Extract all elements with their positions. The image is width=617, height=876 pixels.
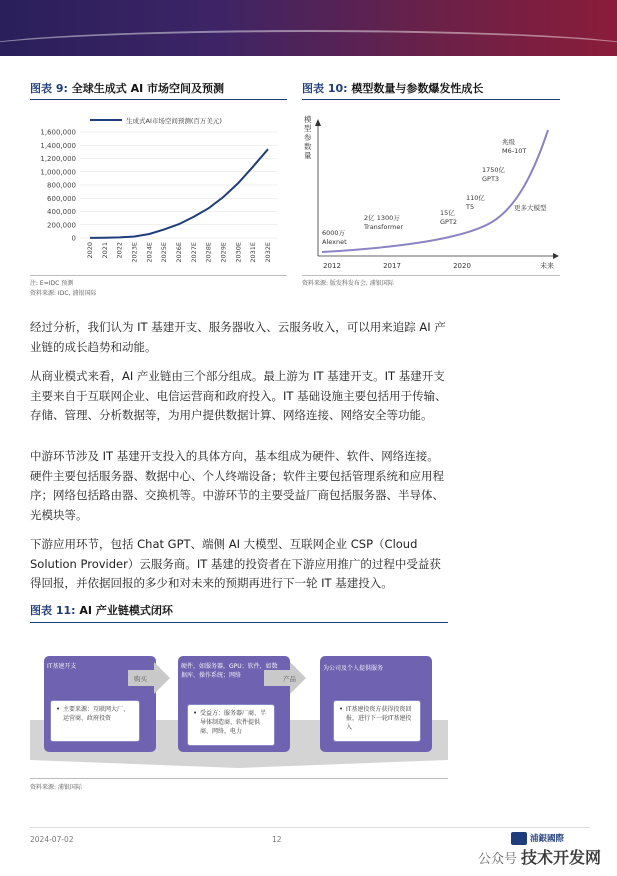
y-axis-label-char: 数: [304, 142, 312, 151]
y-axis-label-char: 参: [304, 133, 312, 142]
fig11-top-rule: [30, 622, 448, 623]
annotation-line2: Transformer: [364, 223, 404, 231]
fig10-title: [302, 80, 483, 96]
y-tick-label: 800,000: [47, 181, 76, 190]
watermark-prefix: 公众号: [477, 852, 517, 867]
y-tick-label: 1,200,000: [40, 155, 76, 163]
fig9-note: 注: E=IDC 预测: [30, 280, 74, 287]
x-axis-arrow: [553, 253, 559, 259]
x-tick-label: 2029E: [219, 242, 228, 263]
annotation-line2: GPT3: [482, 175, 500, 183]
box1-title: IT基建开支: [47, 663, 77, 670]
fig10-label: 图表 10:: [302, 82, 348, 95]
annotation-line1: 110亿: [466, 194, 485, 202]
paragraph-3: 中游环节涉及 IT 基建开支投入的具体方向，基本组成为硬件、软件、网络连接。硬件主要包括服务器、数据中心、个人终端设备；软件主要包括管理系统和应用程序；网络包括路由器、交换机等。中游环节的主要受益厂商包括服务器、半导体、光模块等。: [30, 449, 444, 522]
x-tick-label: 2023E: [130, 242, 139, 263]
x-tick-label: 2028E: [204, 242, 213, 263]
fig9-chart: [30, 102, 287, 274]
y-tick-label: 400,000: [47, 208, 76, 216]
paragraph-1: 经过分析，我们认为 IT 基建开支、服务器收入、云服务收入，可以用来追踪 AI 产业链的成长趋势和动能。: [30, 320, 446, 354]
legend-label: 生成式AI市场空间预测(百万美元): [126, 117, 222, 125]
fig11-bottom-rule: [30, 778, 448, 779]
x-tick-label: 2025E: [160, 242, 169, 263]
fig9-label: 图表 9:: [30, 82, 68, 95]
annotation-line2: M6-10T: [502, 147, 527, 155]
x-tick-label: 2027E: [189, 242, 198, 263]
fig10-source: 资料来源: 版发科发布会, 浦银国际: [302, 280, 394, 287]
y-axis-label-char: 量: [304, 151, 312, 160]
box1-item: • 主要来源：互联网大厂、运营商、政府投资: [50, 700, 140, 742]
annotation-line1: 兆级: [502, 138, 515, 146]
x-tick-label: 2022: [115, 242, 124, 259]
fig11-title-text: AI 产业链模式闭环: [79, 604, 173, 617]
y-tick-label: 0: [71, 234, 76, 243]
fig9-source: 资料来源: IDC, 浦银国际: [30, 290, 97, 297]
fig9-bottom-rule: [30, 275, 287, 276]
y-axis-label-char: 型: [304, 124, 312, 133]
logo-text: 浦銀國際: [530, 834, 565, 844]
fig9-title: [30, 80, 224, 96]
watermark: [478, 845, 601, 868]
arrow2-label: 产品: [283, 675, 296, 683]
x-tick-label: 2031E: [249, 242, 258, 263]
y-tick-label: 600,000: [47, 194, 76, 203]
header-banner: [0, 0, 617, 56]
annotation-line2: GPT2: [440, 218, 458, 226]
x-tick-label: 2032E: [264, 242, 272, 263]
box3-title: 为公司及个人提供服务: [323, 665, 384, 672]
x-tick-label: 未来: [540, 262, 554, 270]
annotation-line1: 2亿 1300万: [364, 214, 400, 222]
x-tick-label: 2020: [86, 242, 94, 259]
box2-title: 硬件，如服务器，GPU；软件，如数据库、操作系统；网络: [181, 663, 278, 679]
y-axis-arrow: [315, 119, 321, 126]
annotation-line2: Alexnet: [322, 238, 347, 246]
paragraph-4: 下游应用环节，包括 Chat GPT、端侧 AI 大模型、互联网企业 CSP（Cloud Solution Provider）云服务商。IT 基建的投资者在下游应用推广的过程中受益获得回报，并依据回报的多少和对未来的预期再进行下一轮 IT 基建投入。: [30, 537, 441, 590]
x-tick-label: 2021: [100, 242, 109, 259]
x-tick-label: 2020: [453, 262, 471, 270]
y-tick-label: 1,000,000: [40, 168, 76, 177]
y-tick-label: 1,400,000: [40, 141, 76, 150]
x-tick-label: 2017: [383, 262, 401, 270]
page-number: 12: [272, 835, 282, 844]
y-tick-label: 1,600,000: [40, 128, 76, 137]
fig11-source: 资料来源: 浦银国际: [30, 784, 82, 791]
fig10-top-rule: [302, 99, 560, 100]
annotation-line1: 更多大模型: [514, 204, 547, 212]
watermark-text: 技术开发网: [520, 848, 601, 867]
x-tick-label: 2026E: [175, 242, 183, 263]
fig10-chart: [302, 102, 560, 274]
fig11-label: 图表 11:: [30, 604, 76, 617]
footer-rule: [30, 827, 590, 828]
arrow1-label: 购买: [134, 675, 147, 683]
fig9-title-text: 全球生成式 AI 市场空间及预测: [71, 82, 224, 95]
annotation-line2: T5: [466, 203, 475, 211]
footer-date: 2024-07-02: [30, 835, 74, 844]
annotation-line1: 6000万: [322, 229, 346, 237]
fig10-bottom-rule: [302, 275, 560, 276]
y-tick-label: 200,000: [47, 221, 76, 230]
annotation-line1: 1750亿: [482, 166, 506, 174]
paragraph-2: 从商业模式来看，AI 产业链由三个部分组成。最上游为 IT 基建开支。IT 基建开支主要来自于互联网企业、电信运营商和政府投入。IT 基础设施主要包括用于传输、存储、管理、分析数据等，为用户提供数据计算、网络连接、网络安全等功能。: [30, 369, 447, 422]
fig10-title-text: 模型数量与参数爆发性成长: [351, 82, 484, 95]
x-tick-label: 2012: [323, 262, 341, 270]
y-axis-label-char: 模: [304, 115, 312, 124]
fig9-top-rule: [30, 99, 287, 100]
logo-icon: [511, 832, 527, 845]
fig11-title: [30, 602, 173, 618]
x-tick-label: 2030E: [234, 242, 243, 263]
box2-item: • 受益方：服务器厂商、半导体制造商、软件提供商、网络，电力: [187, 704, 275, 746]
box3-item: • IT基建投资方获得投资回报，进行下一轮IT基建投入: [333, 700, 421, 742]
annotation-line1: 15亿: [440, 209, 455, 217]
x-tick-label: 2024E: [145, 242, 154, 263]
